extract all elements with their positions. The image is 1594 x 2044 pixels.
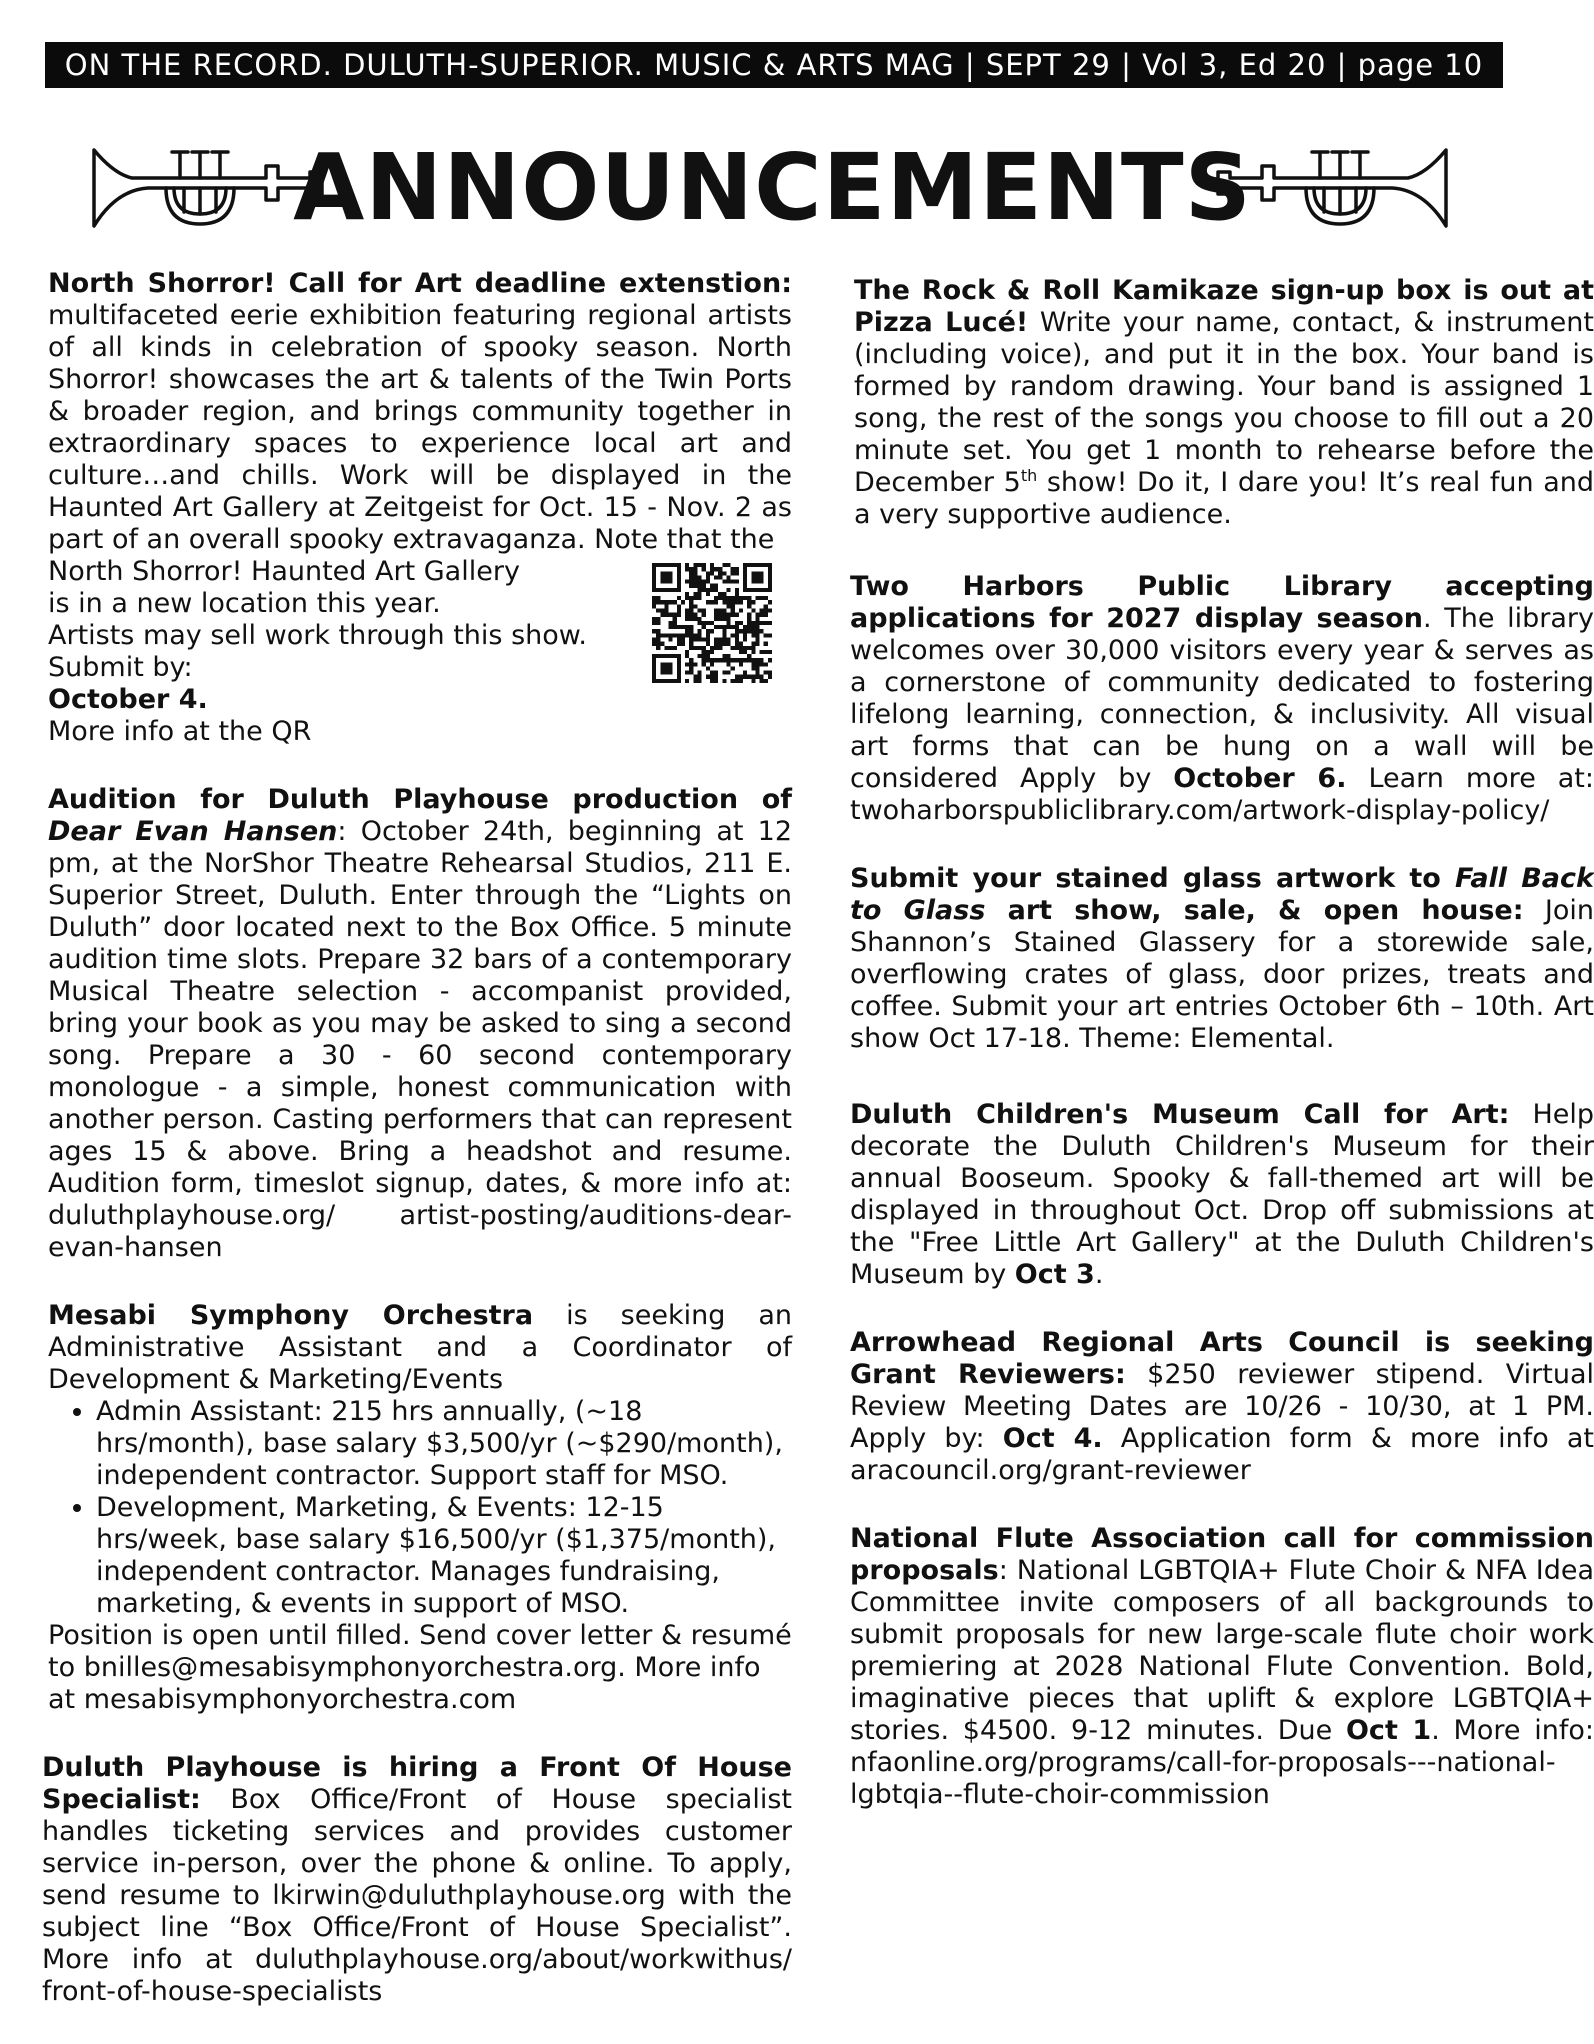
qr-code-icon[interactable] xyxy=(652,563,772,683)
right-column xyxy=(850,275,1594,1847)
position-list xyxy=(48,1396,792,1620)
announcement-stained-glass xyxy=(850,863,1594,1055)
announcement-date: Oct 1 xyxy=(1345,1715,1432,1746)
announcement-heading: National Flute Association call for commission proposals xyxy=(850,1523,1594,1586)
submit-date: October 4. xyxy=(48,684,208,715)
announcement-arrowhead xyxy=(850,1327,1594,1487)
announcement-heading: Audition for Duluth Playhouse production of xyxy=(48,784,792,815)
announcement-childrens-museum xyxy=(850,1099,1594,1291)
announcement-body: Help decorate the Duluth Children's Museum for their annual Booseum. Spooky & fall-themed art will be displayed in throughout Oct. Drop off submissions at the "Free Little Art Gallery" at the Duluth Children's Museum by xyxy=(850,1099,1594,1290)
announcement-body: : October 24th, beginning at 12 pm, at the NorShor Theatre Rehearsal Studios, 211 E. Superior Street, Duluth. Enter through the “Lights on Duluth” door located next to the Box Office. 5 minute audition time slots. Prepare 32 bars of a contemporary Musical Theatre selection - accompanist provided, bring your book as you may be asked to sing a second song. Prepare a 30 - 60 second contemporary monologue - a simple, honest communication with another person. Casting performers that can represent ages 15 & above. Bring a headshot and resume. Audition form, timeslot signup, dates, & more info at: duluthplayhouse.org/ artist-posting/auditions-dear-evan-hansen xyxy=(48,816,792,1263)
announcement-heading: Duluth Playhouse is hiring a Front Of House Specialist: xyxy=(42,1752,792,1815)
submit-label: Submit by: xyxy=(48,652,193,683)
announcement-line: North Shorror! Haunted Art Gallery xyxy=(48,556,520,587)
announcement-heading: Mesabi Symphony Orchestra xyxy=(48,1300,534,1331)
announcement-body: is seeking an Administrative Assistant and a Coordinator of Development & Marketing/Events xyxy=(48,1300,792,1395)
announcement-tail: Application form & more info at aracouncil.org/grant-reviewer xyxy=(850,1423,1594,1486)
list-item: • Development, Marketing, & Events: 12-15 hrs/week, base salary $16,500/yr ($1,375/month), independent contractor. Manages fundraising, marketing, & events in support of MSO. xyxy=(96,1492,792,1620)
announcement-kamikaze xyxy=(854,275,1594,531)
announcement-tail: . xyxy=(1094,1259,1104,1290)
announcement-tail: . More info: nfaonline.org/programs/call-for-proposals---national-lgbtqia--flute-choir-commission xyxy=(850,1715,1594,1810)
announcement-line: is in a new location this year. xyxy=(48,588,441,619)
announcement-line: Artists may sell work through this show. xyxy=(48,620,587,651)
submit-tail: More info at the QR xyxy=(48,716,312,747)
announcement-front-of-house xyxy=(42,1752,792,2008)
trumpet-icon xyxy=(1212,142,1452,234)
announcement-heading: North Shorror! Call for Art deadline extenstion: xyxy=(48,268,792,299)
announcement-north-shorror xyxy=(48,268,792,748)
announcement-heading: Duluth Children's Museum Call for Art: xyxy=(850,1099,1510,1130)
announcement-heading-title: Fall Back to Glass xyxy=(850,863,1594,926)
announcement-body: multifaceted eerie exhibition featuring regional artists of all kinds in celebration of spooky season. North Shorror! showcases the art & talents of the Twin Ports & broader region, and brings community together in extraordinary spaces to experience local art and culture…and chills. Work will be displayed in the Haunted Art Gallery at Zeitgeist for Oct. 15 - Nov. 2 as part of an overall spooky extravaganza. Note that the xyxy=(48,300,792,555)
announcement-body: Box Office/Front of House specialist handles ticketing services and provides customer service in-person, over the phone & online. To apply, send resume to lkirwin@duluthplayhouse.org with the subject line “Box Office/Front of House Specialist”. More info at duluthplayhouse.org/about/workwithus/ front-of-house-specialists xyxy=(42,1784,792,2007)
announcement-tail: Learn more at: twoharborspubliclibrary.com/artwork-display-policy/ xyxy=(850,763,1594,826)
header-banner: ON THE RECORD. DULUTH-SUPERIOR. MUSIC & ARTS MAG | SEPT 29 | Vol 3, Ed 20 | page 10 xyxy=(45,42,1503,88)
announcement-heading: The Rock & Roll Kamikaze sign-up box is out at Pizza Lucé! xyxy=(854,275,1594,338)
announcement-heading: Submit your stained glass artwork to xyxy=(850,863,1455,894)
superscript: th xyxy=(1020,466,1038,485)
announcement-two-harbors xyxy=(850,571,1594,827)
announcement-heading-title: Dear Evan Hansen xyxy=(48,816,338,847)
announcement-heading: Two Harbors Public Library accepting applications for 2027 display season xyxy=(850,571,1594,634)
announcement-body: Join Shannon’s Stained Glassery for a storewide sale, overflowing crates of glass, door prizes, treats and coffee. Submit your art entries October 6th – 10th. Art show Oct 17-18. Theme: Elemental. xyxy=(850,895,1594,1054)
announcement-footer: Position is open until filled. Send cover letter & resumé to bnilles@mesabisymphonyorchestra.org. More info at mesabisymphonyorchestra.com xyxy=(48,1620,792,1715)
announcement-body: Write your name, contact, & instrument (including voice), and put it in the box. Your band is formed by random drawing. Your band is assigned 1 song, the rest of the songs you choose to fill out a 20 minute set. You get 1 month to rehearse before the December 5 xyxy=(854,307,1594,498)
announcement-tail: show! Do it, I dare you! It’s real fun and a very supportive audience. xyxy=(854,467,1594,530)
announcement-heading-tail: art show, sale, & open house: xyxy=(985,895,1524,926)
announcement-heading: Arrowhead Regional Arts Council is seeking Grant Reviewers: xyxy=(850,1327,1594,1390)
announcement-body: : National LGBTQIA+ Flute Choir & NFA Idea Committee invite composers of all backgrounds to submit proposals for new large-scale flute choir work premiering at 2028 National Flute Convention. Bold, imaginative pieces that uplift & explore LGBTQIA+ stories. $4500. 9-12 minutes. Due xyxy=(850,1555,1594,1746)
announcement-mesabi xyxy=(48,1300,792,1716)
announcement-date: Oct 3 xyxy=(1014,1259,1095,1290)
announcement-date: Oct 4. xyxy=(1002,1423,1103,1454)
left-column xyxy=(42,268,792,2044)
announcement-body: $250 reviewer stipend. Virtual Review Meeting Dates are 10/26 - 10/30, at 1 PM. Apply by: xyxy=(850,1359,1594,1454)
announcement-date: October 6. xyxy=(1173,763,1347,794)
page-title: ANNOUNCEMENTS xyxy=(293,134,1252,241)
list-item: • Admin Assistant: 215 hrs annually, (~18 hrs/month), base salary $3,500/yr (~$290/month), independent contractor. Support staff for MSO. xyxy=(96,1396,792,1492)
announcement-flute xyxy=(850,1523,1594,1811)
announcement-playhouse-audition xyxy=(48,784,792,1264)
announcement-body: . The library welcomes over 30,000 visitors every year & serves as a cornerstone of community dedicated to fostering lifelong learning, connection, & inclusivity. All visual art forms that can be hung on a wall will be considered Apply by xyxy=(850,603,1594,794)
